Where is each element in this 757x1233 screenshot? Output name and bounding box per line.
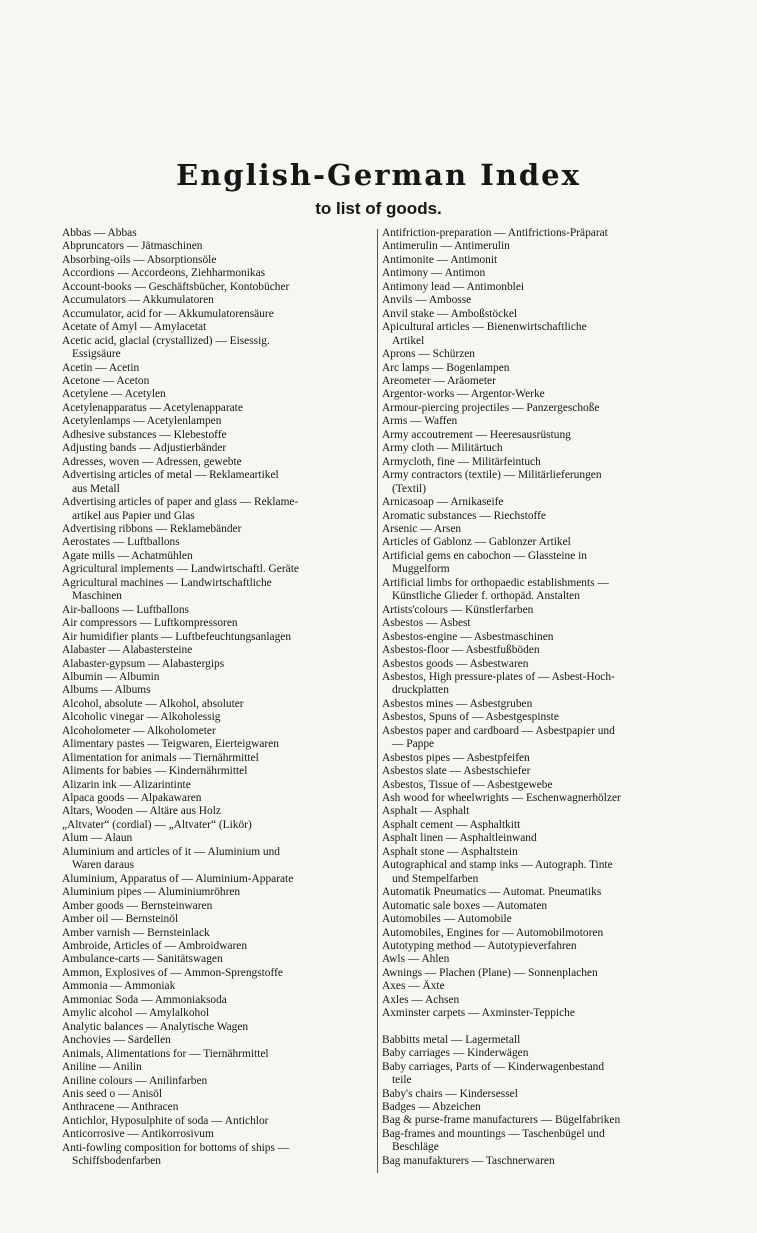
- index-entry-text: Anthracene — Anthracen: [62, 1101, 179, 1114]
- index-entry-text: Automobiles — Automobile: [382, 913, 512, 926]
- index-entry: [382, 819, 694, 832]
- index-entry-text: Aromatic substances — Riechstoffe: [382, 509, 546, 522]
- index-entry: [382, 523, 694, 536]
- index-entry: [382, 294, 694, 307]
- index-entry-text: Acetin — Acetin: [62, 361, 140, 374]
- index-entry: [62, 496, 372, 523]
- index-entry: [382, 1007, 694, 1020]
- index-entry: [382, 1047, 694, 1060]
- index-entry-text: Automobiles, Engines for — Automobilmotoren: [382, 926, 604, 939]
- index-entry: [62, 940, 372, 953]
- index-entry-text: Arsenic — Arsen: [382, 522, 462, 535]
- index-entry-text: Asbestos mines — Asbestgruben: [382, 697, 533, 710]
- index-entry-continuation: Schiffsbodenfarben: [72, 1155, 161, 1168]
- index-entry: [62, 523, 372, 536]
- index-entry: [382, 886, 694, 899]
- index-entry-text: Arms — Waffen: [382, 415, 458, 428]
- index-entry-text: Antichlor, Hyposulphite of soda — Antichlor: [62, 1114, 269, 1127]
- index-entry: [382, 832, 694, 845]
- index-entry: [382, 375, 694, 388]
- index-entry: [62, 819, 372, 832]
- index-entry: [382, 846, 694, 859]
- index-entry-text: Automatik Pneumatics — Automat. Pneumatiks: [382, 886, 602, 899]
- index-entry-text: Aniline colours — Anilinfarben: [62, 1074, 208, 1087]
- index-entry: [382, 671, 694, 698]
- index-entry-text: Anchovies — Sardellen: [62, 1034, 171, 1047]
- index-entry: [62, 362, 372, 375]
- index-entry-continuation: — Pappe: [392, 738, 435, 751]
- index-entry-text: Anti-fowling composition for bottoms of ships —: [62, 1141, 290, 1154]
- index-entry: [62, 469, 372, 496]
- index-entry-text: Aniline — Anilin: [62, 1061, 142, 1074]
- index-entry-text: Antimonite — Antimonit: [382, 253, 498, 266]
- index-entry: [62, 550, 372, 563]
- index-entry: [382, 442, 694, 455]
- index-entry-text: Acetylenapparatus — Acetylenapparate: [62, 401, 243, 414]
- index-entry: [62, 1088, 372, 1101]
- index-entry: [382, 456, 694, 469]
- index-entry-continuation: Muggelform: [392, 563, 450, 576]
- index-entry: [62, 698, 372, 711]
- index-entry: [62, 953, 372, 966]
- index-entry: [382, 1034, 694, 1047]
- page-subtitle: to list of goods.: [315, 199, 442, 218]
- index-entry-text: Anvil stake — Amboßstöckel: [382, 307, 518, 320]
- index-entry: [382, 1061, 694, 1088]
- index-entry: [62, 631, 372, 644]
- index-entry-text: Asphalt — Asphalt: [382, 805, 470, 818]
- index-entry-continuation: und Stempelfarben: [392, 872, 479, 885]
- index-entry: [62, 281, 372, 294]
- index-entry-continuation: artikel aus Papier und Glas: [72, 509, 195, 522]
- index-entry: [382, 1155, 694, 1168]
- index-entry: [382, 254, 694, 267]
- index-entry-text: Alabaster — Alabastersteine: [62, 644, 193, 657]
- index-entry-text: Ash wood for wheelwrights — Eschenwagnerhölzer: [382, 792, 621, 805]
- index-entry: [62, 792, 372, 805]
- index-entry: [382, 953, 694, 966]
- index-entry-text: Arnicasoap — Arnikaseife: [382, 496, 504, 509]
- index-entry-text: Arc lamps — Bogenlampen: [382, 361, 510, 374]
- index-entry: [382, 362, 694, 375]
- index-entry: [62, 375, 372, 388]
- index-entry: [62, 240, 372, 253]
- index-entry: [62, 415, 372, 428]
- index-entry: [62, 1075, 372, 1088]
- index-entry: [62, 335, 372, 362]
- index-entry-text: Bag manufakturers — Taschnerwaren: [382, 1154, 555, 1167]
- index-entry: [382, 604, 694, 617]
- index-entry-text: Alabaster-gypsum — Alabastergips: [62, 657, 225, 670]
- index-entry-text: Alimentation for animals — Tiernährmittel: [62, 751, 259, 764]
- page-title: English-German Index: [176, 158, 581, 192]
- index-entry-text: Account-books — Geschäftsbücher, Kontobücher: [62, 280, 290, 293]
- index-entry: [62, 832, 372, 845]
- index-entry: [382, 698, 694, 711]
- index-entry-text: Agricultural machines — Landwirtschaftliche: [62, 576, 272, 589]
- index-entry-text: Bag & purse-frame manufacturers — Bügelfabriken: [382, 1114, 621, 1127]
- index-column-right: [382, 227, 694, 1168]
- index-entry: [62, 308, 372, 321]
- index-entry-text: Baby carriages — Kinderwägen: [382, 1047, 529, 1060]
- index-entry: [62, 294, 372, 307]
- index-entry-text: Acetone — Aceton: [62, 374, 150, 387]
- index-entry: [62, 765, 372, 778]
- index-entry-text: Ammonia — Ammoniak: [62, 980, 176, 993]
- index-entry-continuation: Waren daraus: [72, 859, 135, 872]
- index-entry: [382, 1101, 694, 1114]
- index-entry: [382, 536, 694, 549]
- index-entry-continuation: Artikel: [392, 334, 425, 347]
- index-entry-text: Antimerulin — Antimerulin: [382, 240, 510, 253]
- index-entry-text: Asbestos-engine — Asbestmaschinen: [382, 630, 554, 643]
- index-entry-text: Apicultural articles — Bienenwirtschaftliche: [382, 321, 587, 334]
- index-entry-text: Artists'colours — Künstlerfarben: [382, 603, 534, 616]
- index-entry-text: Armour-piercing projectiles — Panzergeschoße: [382, 401, 600, 414]
- index-entry-text: Baby carriages, Parts of — Kinderwagenbestand: [382, 1060, 605, 1073]
- index-entry-continuation: teile: [392, 1074, 412, 1087]
- index-entry-text: Adhesive substances — Klebestoffe: [62, 428, 227, 441]
- index-entry-text: Acetylenlamps — Acetylenlampen: [62, 415, 222, 428]
- index-entry-text: Acetylene — Acetylen: [62, 388, 166, 401]
- index-entry: [382, 550, 694, 577]
- index-entry-text: Badges — Abzeichen: [382, 1101, 481, 1113]
- index-entry-text: Asphalt cement — Asphaltkitt: [382, 818, 521, 831]
- index-entry-text: Articles of Gablonz — Gablonzer Artikel: [382, 536, 571, 549]
- index-entry-text: Aluminium and articles of it — Aluminium und: [62, 845, 280, 858]
- index-entry-continuation: druckplatten: [392, 684, 449, 697]
- index-entry-text: Asbestos pipes — Asbestpfeifen: [382, 751, 530, 764]
- index-entry-text: Air compressors — Luftkompressoren: [62, 617, 238, 630]
- index-entry-text: Aerostates — Luftballons: [62, 536, 180, 549]
- index-entry: [62, 402, 372, 415]
- index-entry-text: Adresses, woven — Adressen, gewebte: [62, 455, 242, 468]
- index-entry-text: Anticorrosive — Antikorrosivum: [62, 1128, 214, 1141]
- index-entry-text: Babbitts metal — Lagermetall: [382, 1033, 521, 1046]
- index-entry: [382, 859, 694, 886]
- index-entry-text: Awls — Ahlen: [382, 953, 450, 966]
- index-entry: [382, 913, 694, 926]
- index-entry: [62, 1101, 372, 1114]
- index-entry: [382, 752, 694, 765]
- index-entry-text: Asbestos — Asbest: [382, 617, 471, 630]
- index-entry: [62, 1034, 372, 1047]
- index-entry: [382, 725, 694, 752]
- index-entry-text: Axles — Achsen: [382, 993, 460, 1006]
- index-entry: [62, 1007, 372, 1020]
- index-entry-text: Adjusting bands — Adjustierbänder: [62, 442, 227, 455]
- index-entry-continuation: Künstliche Glieder f. orthopäd. Anstalten: [392, 590, 580, 603]
- index-entry: [62, 846, 372, 873]
- index-entry: [62, 900, 372, 913]
- index-entry: [62, 967, 372, 980]
- index-entry: [382, 980, 694, 993]
- index-entry: [62, 563, 372, 576]
- index-entry-text: Army accoutrement — Heeresausrüstung: [382, 428, 571, 441]
- index-entry-text: Armycloth, fine — Militärfeintuch: [382, 455, 541, 468]
- index-entry: [382, 469, 694, 496]
- index-entry-text: Amylic alcohol — Amylalkohol: [62, 1007, 210, 1020]
- index-entry-text: Animals, Alimentations for — Tiernährmittel: [62, 1047, 269, 1060]
- index-entry-text: Alizarin ink — Alizarintinte: [62, 778, 191, 791]
- index-entry: [62, 1021, 372, 1034]
- index-entry-text: Asbestos paper and cardboard — Asbestpapier und: [382, 724, 615, 737]
- index-entry-text: Asbestos, High pressure-plates of — Asbest-Hoch-: [382, 670, 615, 683]
- column-divider: [377, 229, 378, 1173]
- index-entry: [62, 994, 372, 1007]
- index-entry-text: Baby's chairs — Kindersessel: [382, 1087, 518, 1100]
- index-entry: [62, 738, 372, 751]
- index-entry-text: Awnings — Plachen (Plane) — Sonnenplachen: [382, 966, 598, 979]
- index-entry-text: Air-balloons — Luftballons: [62, 603, 189, 616]
- index-entry: [382, 779, 694, 792]
- index-entry-text: Ammoniac Soda — Ammoniaksoda: [62, 993, 227, 1006]
- index-entry: [62, 658, 372, 671]
- index-entry: [382, 900, 694, 913]
- index-entry: [382, 711, 694, 724]
- index-entry: [382, 805, 694, 818]
- index-entry: [382, 940, 694, 953]
- index-entry-text: Antimony lead — Antimonblei: [382, 280, 525, 293]
- index-entry-text: Acetate of Amyl — Amylacetat: [62, 321, 207, 334]
- index-entry-text: Asbestos-floor — Asbestfußböden: [382, 644, 540, 657]
- index-entry-text: Abpruncators — Jätmaschinen: [62, 240, 203, 253]
- index-entry-text: Alcohol, absolute — Alkohol, absoluter: [62, 697, 244, 710]
- index-entry: [382, 967, 694, 980]
- index-entry-text: Axes — Äxte: [382, 980, 445, 993]
- index-entry: [382, 308, 694, 321]
- index-entry-text: Alcoholometer — Alkoholometer: [62, 724, 216, 737]
- index-entry: [382, 1114, 694, 1127]
- index-entry-text: Asphalt stone — Asphaltstein: [382, 845, 518, 858]
- index-entry-text: Axminster carpets — Axminster-Teppiche: [382, 1007, 575, 1020]
- index-entry-text: Acetic acid, glacial (crystallized) — Eisessig.: [62, 334, 270, 347]
- index-entry-text: Asbestos goods — Asbestwaren: [382, 657, 529, 670]
- index-entry-text: Army cloth — Militärtuch: [382, 442, 503, 455]
- index-entry-text: Asphalt linen — Asphaltleinwand: [382, 832, 537, 845]
- index-entry-text: Asbestos, Spuns of — Asbestgespinste: [382, 711, 559, 724]
- index-entry-continuation: aus Metall: [72, 482, 120, 495]
- index-entry: [62, 644, 372, 657]
- index-entry: [382, 227, 694, 240]
- index-entry: [62, 1142, 372, 1169]
- index-entry-continuation: Beschläge: [392, 1141, 439, 1154]
- index-entry-text: Areometer — Aräometer: [382, 374, 496, 387]
- index-entry-text: Alpaca goods — Alpakawaren: [62, 792, 202, 805]
- index-entry-text: Advertising articles of metal — Reklameartikel: [62, 469, 279, 482]
- index-entry-text: Ammon, Explosives of — Ammon-Sprengstoffe: [62, 966, 283, 979]
- index-entry: [382, 348, 694, 361]
- index-entry: [62, 1061, 372, 1074]
- index-entry-text: Absorbing-oils — Absorptionsöle: [62, 253, 217, 266]
- index-entry: [62, 980, 372, 993]
- index-entry: [62, 617, 372, 630]
- index-entry-text: Amber goods — Bernsteinwaren: [62, 899, 213, 912]
- index-entry: [62, 604, 372, 617]
- index-entry: [382, 429, 694, 442]
- index-entry-text: Antifriction-preparation — Antifrictions-Präparat: [382, 227, 608, 239]
- index-entry-text: Abbas — Abbas: [62, 227, 137, 239]
- index-entry: [62, 711, 372, 724]
- index-entry: [382, 927, 694, 940]
- index-entry-text: Antimony — Antimon: [382, 267, 486, 280]
- index-entry-continuation: (Textil): [392, 482, 426, 495]
- index-column-left: [62, 227, 372, 1169]
- index-entry: [382, 496, 694, 509]
- index-entry: [62, 577, 372, 604]
- index-entry-text: Artificial gems en cabochon — Glassteine in: [382, 549, 587, 562]
- index-entry: [382, 415, 694, 428]
- index-entry: [62, 752, 372, 765]
- index-entry: [62, 1115, 372, 1128]
- index-entry: [382, 658, 694, 671]
- index-entry: [382, 792, 694, 805]
- index-entry: [62, 913, 372, 926]
- index-entry-text: „Altvater“ (cordial) — „Altvater“ (Likör): [62, 818, 252, 831]
- index-entry-continuation: Essigsäure: [72, 348, 121, 361]
- index-entry: [62, 254, 372, 267]
- index-entry: [62, 429, 372, 442]
- index-entry-text: Army contractors (textile) — Militärlieferungen: [382, 469, 602, 482]
- index-entry: [62, 456, 372, 469]
- index-entry: [62, 227, 372, 240]
- index-entry-text: Aprons — Schürzen: [382, 348, 476, 361]
- index-entry: [62, 873, 372, 886]
- index-entry: [62, 886, 372, 899]
- index-entry-text: Air humidifier plants — Luftbefeuchtungsanlagen: [62, 630, 292, 643]
- index-entry-text: Amber oil — Bernsteinöl: [62, 913, 179, 926]
- index-entry: [382, 631, 694, 644]
- index-entry-text: Alum — Alaun: [62, 832, 133, 845]
- index-entry-text: Advertising ribbons — Reklamebänder: [62, 522, 242, 535]
- index-entry: [382, 617, 694, 630]
- index-entry-text: Alcoholic vinegar — Alkoholessig: [62, 711, 221, 724]
- index-entry: [62, 321, 372, 334]
- index-entry-text: Analytic balances — Analytische Wagen: [62, 1020, 249, 1033]
- index-entry: [62, 442, 372, 455]
- index-entry-text: Asbestos, Tissue of — Asbestgewebe: [382, 778, 553, 791]
- index-entry-text: Alimentary pastes — Teigwaren, Eierteigwaren: [62, 738, 279, 751]
- index-entry: [62, 1048, 372, 1061]
- index-entry-text: Aluminium, Apparatus of — Aluminium-Apparate: [62, 872, 294, 885]
- index-entry-text: Albums — Albums: [62, 684, 151, 697]
- index-entry: [382, 402, 694, 415]
- index-entry-text: Ambulance-carts — Sanitätswagen: [62, 953, 223, 966]
- index-entry: [62, 927, 372, 940]
- index-entry-continuation: Maschinen: [72, 590, 122, 603]
- index-entry: [382, 994, 694, 1007]
- index-entry-text: Aliments for babies — Kindernährmittel: [62, 765, 248, 778]
- index-entry: [382, 240, 694, 253]
- index-entry-text: Accordions — Accordeons, Ziehharmonikas: [62, 267, 266, 280]
- index-entry-text: Aluminium pipes — Aluminiumröhren: [62, 886, 241, 899]
- index-entry-text: Asbestos slate — Asbestschiefer: [382, 765, 531, 778]
- index-entry: [382, 321, 694, 348]
- index-entry: [62, 671, 372, 684]
- index-entry: [62, 267, 372, 280]
- index-entry: [62, 684, 372, 697]
- index-entry-text: Autographical and stamp inks — Autograph. Tinte: [382, 859, 613, 872]
- index-entry-text: Accumulator, acid for — Akkumulatorensäure: [62, 307, 274, 320]
- index-entry: [382, 765, 694, 778]
- index-entry: [62, 779, 372, 792]
- index-entry: [62, 1128, 372, 1141]
- index-entry: [382, 388, 694, 401]
- index-entry-text: Artificial limbs for orthopaedic establishments —: [382, 576, 609, 589]
- index-entry: [62, 805, 372, 818]
- index-entry-text: Automatic sale boxes — Automaten: [382, 899, 548, 912]
- index-entry-text: Agate mills — Achatmühlen: [62, 549, 193, 562]
- index-entry-text: Argentor-works — Argentor-Werke: [382, 388, 545, 401]
- index-entry: [382, 510, 694, 523]
- index-entry: [382, 281, 694, 294]
- index-entry: [382, 577, 694, 604]
- index-entry: [62, 388, 372, 401]
- index-entry: [382, 1088, 694, 1101]
- index-entry-text: Agricultural implements — Landwirtschaftl. Geräte: [62, 563, 299, 576]
- index-entry: [382, 267, 694, 280]
- index-entry-text: Albumin — Albumin: [62, 670, 160, 683]
- index-entry: [62, 536, 372, 549]
- index-entry: [62, 725, 372, 738]
- index-entry-text: Anvils — Ambosse: [382, 294, 472, 307]
- index-entry-text: Bag-frames and mountings — Taschenbügel und: [382, 1127, 605, 1140]
- index-entry-text: Advertising articles of paper and glass — Reklame-: [62, 496, 299, 509]
- index-entry: [382, 1128, 694, 1155]
- index-entry-text: Amber varnish — Bernsteinlack: [62, 926, 210, 939]
- index-entry-text: Altars, Wooden — Altäre aus Holz: [62, 805, 221, 818]
- index-entry-text: Accumulators — Akkumulatoren: [62, 294, 214, 307]
- index-entry-text: Ambroide, Articles of — Ambroidwaren: [62, 940, 248, 953]
- index-entry-text: Autotyping method — Autotypieverfahren: [382, 940, 577, 953]
- index-entry: [382, 644, 694, 657]
- index-entry-text: Anis seed o — Anisöl: [62, 1088, 162, 1100]
